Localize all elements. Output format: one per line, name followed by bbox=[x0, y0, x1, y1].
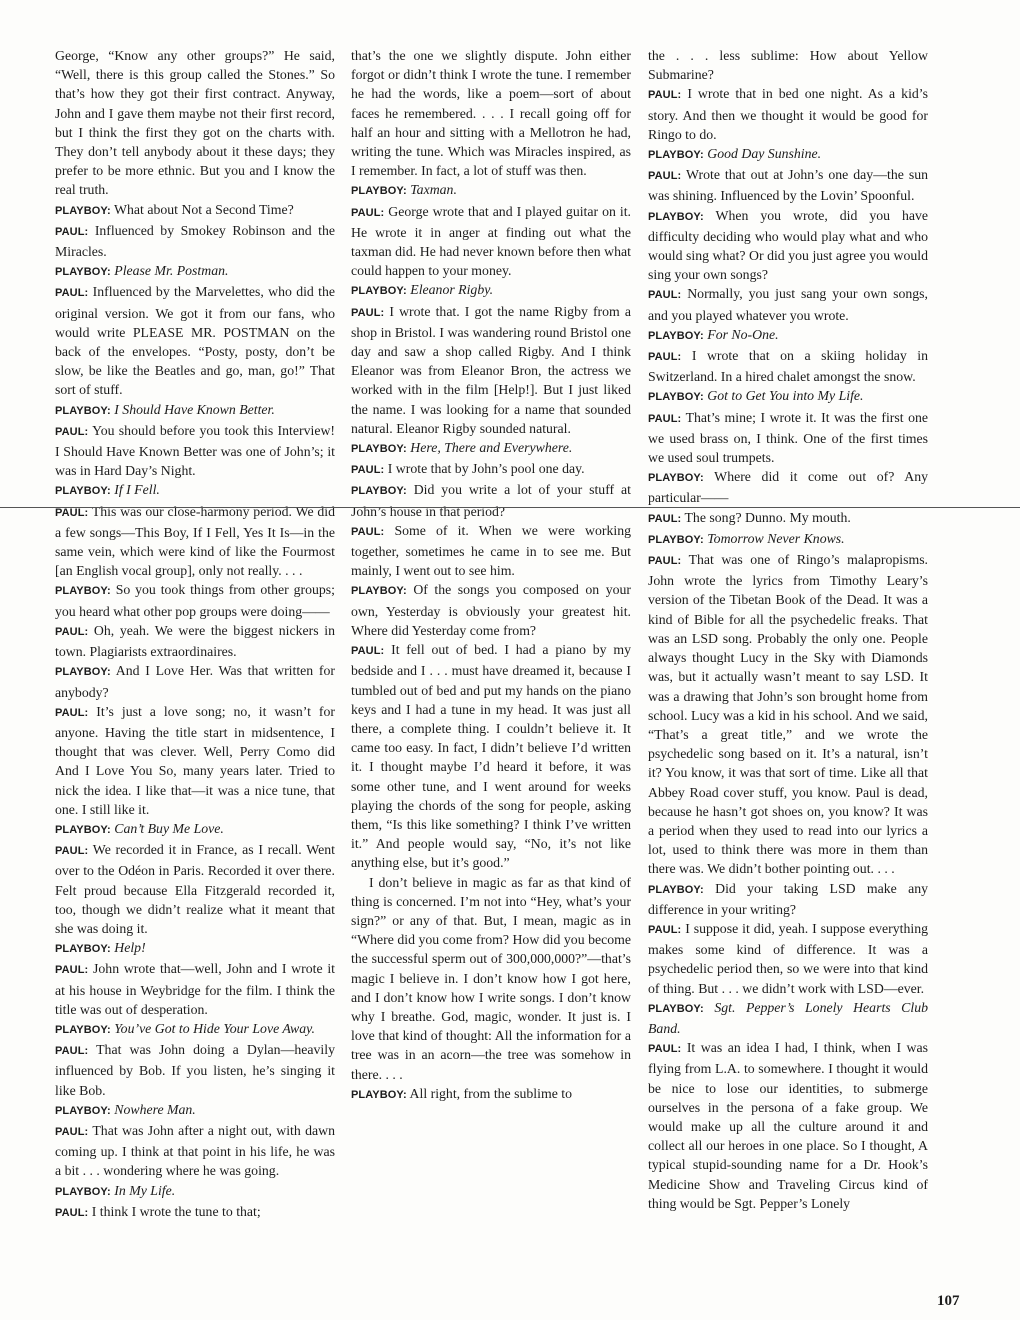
speaker-label: PLAYBOY: bbox=[55, 1023, 111, 1036]
speaker-label: PAUL: bbox=[351, 464, 385, 477]
speaker-label: PLAYBOY: bbox=[55, 1185, 111, 1198]
speaker-label: PAUL: bbox=[55, 1125, 89, 1138]
paragraph-text: Where did it come out of? Any particular—— bbox=[648, 469, 928, 506]
interview-exchange bbox=[55, 621, 335, 661]
speaker-label: PLAYBOY: bbox=[55, 943, 111, 956]
interview-exchange bbox=[55, 480, 335, 501]
interview-exchange bbox=[648, 325, 928, 346]
paragraph-text: that’s the one we slightly dispute. John either forgot or didn’t think I wrote the tune. I remember he had the words, like a poem—sort of about faces he remembered. . . . I recall going off for half an hour and sitting with a Mellotron he had, writing the tune. Which was Miracles inspired, as I remember. In fact, a lot of stuff was then. bbox=[351, 48, 631, 179]
interview-exchange bbox=[648, 508, 928, 529]
interview-exchange bbox=[55, 1181, 335, 1202]
speaker-label: PAUL: bbox=[648, 289, 682, 302]
speaker-label: PAUL: bbox=[648, 412, 682, 425]
interview-exchange bbox=[55, 400, 335, 421]
speaker-label: PAUL: bbox=[648, 1043, 682, 1056]
speaker-label: PLAYBOY: bbox=[55, 204, 111, 217]
paragraph-text: Eleanor Rigby. bbox=[410, 282, 494, 298]
paragraph-text: So you took things from other groups; you heard what other pop groups were doing—— bbox=[55, 582, 335, 619]
speaker-label: PLAYBOY: bbox=[55, 266, 111, 279]
paragraph bbox=[55, 46, 335, 200]
speaker-label: PAUL: bbox=[55, 225, 89, 238]
paragraph-text: You’ve Got to Hide Your Love Away. bbox=[114, 1020, 315, 1036]
paragraph-text: That was John doing a Dylan—heavily influenced by Bob. If you listen, he’s singing it like Bob. bbox=[55, 1042, 335, 1098]
speaker-label: PAUL: bbox=[55, 425, 89, 438]
speaker-label: PAUL: bbox=[55, 706, 89, 719]
paragraph-text: Taxman. bbox=[410, 182, 457, 198]
page-number: 107 bbox=[937, 1293, 960, 1309]
speaker-label: PLAYBOY: bbox=[648, 210, 704, 223]
interview-exchange bbox=[55, 261, 335, 282]
column-3 bbox=[648, 46, 928, 1213]
speaker-label: PLAYBOY: bbox=[351, 185, 407, 198]
paragraph-text: Sgt. Pepper’s Lonely Hearts Club Band. bbox=[648, 999, 928, 1036]
interview-exchange bbox=[55, 819, 335, 840]
paragraph-text: It fell out of bed. I had a piano by my bedside and I . . . must have dreamed it, because I tumbled out of bed and put my hands on the piano keys and I had a tune in my head. It was just all there, a complete thing. I couldn’t believe it. It came too easy. In fact, I didn’t believe I’d written it. I thought maybe I’d heard it before, it was some other tune, and I went around for weeks playing the chords of the song for people, asking them, “Is this like something? I think I’ve written it.” And people would say, “No, it’s not like anything else, but it’s good.” bbox=[351, 642, 632, 871]
paragraph-text: Influenced by Smokey Robinson and the Miracles. bbox=[55, 222, 335, 260]
paragraph-text: That was one of Ringo’s malapropisms. John wrote the lyrics from Timothy Leary’s version of the Tibetan Book of the Dead. It was a kind of Bible for all the psychedelic freaks. That was an LSD song. Probably the only one. People always thought Lucy in the Sky with Diamonds was, but it actually wasn’t meant to say LSD. It was a drawing that John’s son brought home from school. Lucy was a kid in his school. And we said, “That’s a great title,” and we wrote the psychedelic song based on it. It’s a natural, isn’t it? You know, it was that sort of time. Like all that Abbey Road cover stuff, you know. Paul is dead, because he hasn’t got shoes on, you know? It was a period when they used to read into our lyrics a lot, used to think there was more in them than there was. We didn’t bother pointing out. . . . bbox=[648, 552, 929, 877]
speaker-label: PAUL: bbox=[351, 645, 385, 658]
speaker-label: PAUL: bbox=[55, 845, 89, 858]
speaker-label: PLAYBOY: bbox=[55, 404, 111, 417]
interview-exchange bbox=[55, 1121, 335, 1181]
paragraph-text: And I Love Her. Was that written for anybody? bbox=[55, 663, 335, 700]
speaker-label: PLAYBOY: bbox=[351, 585, 407, 598]
paragraph-text: I don’t believe in magic as far as that kind of thing is concerned. I’m not into “Hey, what’s your sign?” or any of that. But, I mean, magic as in “Where did you come from? How did you become the successful sperm out of 300,000,000?”—that’s magic I believe in. I don’t know how I got here, and I don’t know how I write songs. I don’t know why I breathe. God, magic, wonder. It just is. I love that kind of thought: All the information for a tree was in an acorn—the tree was somehow in there. . . . bbox=[351, 874, 631, 1082]
paragraph-text: It’s just a love song; no, it wasn’t for anyone. Having the title start in midsentence, I thought that was clever. Well, Perry Como did And I Love You So, many years later. Tried to nick the idea. I like that—it was a nice tune, that one. I still like it. bbox=[55, 703, 335, 817]
speaker-label: PLAYBOY: bbox=[648, 391, 704, 404]
paragraph-text: George wrote that and I played guitar on it. He wrote it in anger at finding out what the taxman did. He had never known before then what could happen to your money. bbox=[351, 203, 631, 279]
column-1 bbox=[55, 46, 335, 1223]
paragraph-text: Got to Get You into My Life. bbox=[707, 388, 864, 404]
speaker-label: PLAYBOY: bbox=[648, 149, 704, 162]
interview-exchange bbox=[55, 502, 335, 581]
paragraph bbox=[351, 46, 631, 180]
paragraph-text: That’s mine; I wrote it. It was the first one we used brass on, I think. One of the first times we used soul trumpets. bbox=[648, 409, 928, 466]
paragraph-text: When you wrote, did you have difficulty deciding who would play what and who would sing what? Or did you just agree you would sing your own songs? bbox=[648, 207, 928, 283]
interview-exchange bbox=[55, 840, 335, 938]
speaker-label: PAUL: bbox=[648, 351, 682, 364]
paragraph-text: All right, from the sublime to bbox=[409, 1085, 572, 1101]
speaker-label: PLAYBOY: bbox=[648, 883, 704, 896]
interview-exchange bbox=[55, 1019, 335, 1040]
interview-exchange bbox=[351, 580, 631, 640]
interview-exchange bbox=[648, 408, 928, 468]
interview-exchange bbox=[648, 879, 928, 919]
speaker-label: PAUL: bbox=[55, 506, 89, 519]
paragraph-text: The song? Dunno. My mouth. bbox=[684, 509, 851, 525]
speaker-label: PLAYBOY: bbox=[55, 666, 111, 679]
paragraph-text: I wrote that by John’s pool one day. bbox=[387, 461, 585, 477]
paragraph-text: the . . . less sublime: How about Yellow Submarine? bbox=[648, 48, 928, 83]
interview-exchange bbox=[55, 1202, 335, 1223]
interview-exchange bbox=[55, 421, 335, 481]
interview-exchange bbox=[55, 1100, 335, 1121]
paragraph-text: I Should Have Known Better. bbox=[114, 401, 275, 417]
paragraph-text: Can’t Buy Me Love. bbox=[114, 820, 224, 836]
interview-exchange bbox=[648, 550, 928, 878]
speaker-label: PLAYBOY: bbox=[55, 823, 111, 836]
paragraph-text: Did you write a lot of your stuff at John’s house in that period? bbox=[351, 482, 631, 519]
speaker-label: PAUL: bbox=[351, 525, 385, 538]
paragraph-text: In My Life. bbox=[114, 1182, 176, 1198]
paragraph-text: I wrote that in bed one night. As a kid’s story. And then we thought it would be good for Ringo to do. bbox=[648, 86, 928, 142]
paragraph bbox=[648, 46, 928, 84]
paragraph-text: We recorded it in France, as I recall. Went over to the Odéon in Paris. Recorded it over there. Felt proud because Ella Fitzgerald recorded it, too, though we didn’t realize what it meant that she was doing it. bbox=[55, 842, 335, 936]
paragraph-text: Influenced by the Marvelettes, who did the original version. We got it from our fans, who would write PLEASE MR. POSTMAN on the back of the envelopes. “Posty, posty, don’t be slow, be like the Beatles and go, man, go!” That sort of stuff. bbox=[55, 284, 336, 398]
paragraph-text: I wrote that on a skiing holiday in Switzerland. In a hired chalet amongst the snow. bbox=[648, 348, 928, 385]
speaker-label: PLAYBOY: bbox=[55, 485, 111, 498]
paragraph-text: That was John after a night out, with dawn coming up. I think at that point in his life, he was a bit . . . wondering where he was going. bbox=[55, 1122, 335, 1179]
interview-exchange bbox=[648, 386, 928, 407]
interview-exchange bbox=[55, 282, 335, 399]
speaker-label: PAUL: bbox=[648, 512, 682, 525]
speaker-label: PLAYBOY: bbox=[351, 443, 407, 456]
speaker-label: PAUL: bbox=[55, 625, 89, 638]
speaker-label: PAUL: bbox=[648, 89, 682, 102]
interview-exchange bbox=[351, 280, 631, 301]
interview-exchange bbox=[351, 640, 631, 872]
interview-exchange bbox=[351, 480, 631, 520]
speaker-label: PAUL: bbox=[55, 1045, 89, 1058]
column-2 bbox=[351, 46, 631, 1105]
speaker-label: PAUL: bbox=[55, 1206, 89, 1219]
paragraph-text: George, “Know any other groups?” He said, “Well, there is this group called the Stones.” So that’s how they got their first contract. Anyway, John and I gave them maybe not their first record, but I think the first they got on the charts with. They don’t tell anybody about it these days; they prefer to be more ethnic. But you and I know the real truth. bbox=[55, 48, 335, 198]
interview-exchange bbox=[55, 580, 335, 620]
speaker-label: PAUL: bbox=[648, 555, 682, 568]
paragraph-text: What about Not a Second Time? bbox=[114, 201, 294, 217]
paragraph-text: Nowhere Man. bbox=[114, 1101, 196, 1117]
interview-exchange bbox=[351, 202, 631, 281]
speaker-label: PAUL: bbox=[351, 306, 385, 319]
paragraph-text: Help! bbox=[114, 940, 146, 956]
interview-exchange bbox=[351, 302, 631, 438]
interview-exchange bbox=[648, 998, 928, 1038]
speaker-label: PLAYBOY: bbox=[351, 285, 407, 298]
interview-exchange bbox=[648, 346, 928, 386]
paragraph-text: Did your taking LSD make any difference in your writing? bbox=[648, 880, 928, 917]
paragraph-text: Tomorrow Never Knows. bbox=[707, 530, 845, 546]
speaker-label: PAUL: bbox=[351, 206, 385, 219]
interview-exchange bbox=[55, 938, 335, 959]
interview-exchange bbox=[351, 521, 631, 581]
paragraph-text: Oh, yeah. We were the biggest nickers in town. Plagiarists extraordinaires. bbox=[55, 622, 335, 660]
speaker-label: PLAYBOY: bbox=[648, 533, 704, 546]
paragraph-text: I wrote that. I got the name Rigby from a shop in Bristol. I was wandering round Bristol one day and saw a shop called Rigby. And I think Eleanor was from Eleanor Bron, the actress we worked with in the film [Help!]. But I just liked the name. I was looking for a name that sounded natural. Eleanor Rigby sounded natural. bbox=[351, 303, 631, 436]
speaker-label: PLAYBOY: bbox=[351, 485, 407, 498]
interview-exchange bbox=[648, 919, 928, 998]
interview-exchange bbox=[55, 702, 335, 819]
paragraph-text: Good Day Sunshine. bbox=[707, 146, 822, 162]
paragraph-text: If I Fell. bbox=[114, 482, 160, 498]
paragraph-text: John wrote that—well, John and I wrote it at his house in Weybridge for the film. I think the title was out of desperation. bbox=[55, 961, 335, 1017]
interview-exchange bbox=[55, 959, 335, 1019]
interview-exchange bbox=[648, 467, 928, 507]
paragraph-text: You should before you took this Interview! I Should Have Known Better was one of John’s; it was in Hard Day’s Night. bbox=[55, 422, 335, 479]
interview-exchange bbox=[648, 144, 928, 165]
paragraph bbox=[351, 873, 631, 1084]
interview-exchange bbox=[351, 1084, 631, 1105]
interview-exchange bbox=[648, 529, 928, 550]
interview-exchange bbox=[351, 438, 631, 459]
paragraph-text: Wrote that out at John’s one day—the sun was shining. Influenced by the Lovin’ Spoonful. bbox=[648, 167, 928, 204]
page-fold-line bbox=[0, 507, 1020, 508]
speaker-label: PAUL: bbox=[648, 923, 682, 936]
speaker-label: PLAYBOY: bbox=[648, 472, 704, 485]
interview-exchange bbox=[55, 200, 335, 221]
interview-exchange bbox=[648, 206, 928, 285]
interview-exchange bbox=[55, 1040, 335, 1100]
paragraph-text: I think I wrote the tune to that; bbox=[91, 1203, 261, 1219]
interview-exchange bbox=[648, 1038, 928, 1213]
interview-exchange bbox=[55, 221, 335, 261]
paragraph-text: This was our close-harmony period. We did a few songs—This Boy, If I Fell, Yes It Is—in the same vein, which were kind of like the Fourmost [an English vocal group], only not really. . . . bbox=[55, 503, 335, 579]
speaker-label: PAUL: bbox=[55, 287, 89, 300]
speaker-label: PLAYBOY: bbox=[55, 1104, 111, 1117]
interview-exchange bbox=[351, 459, 631, 480]
speaker-label: PLAYBOY: bbox=[351, 1088, 407, 1101]
interview-exchange bbox=[351, 180, 631, 201]
speaker-label: PLAYBOY: bbox=[648, 1002, 704, 1015]
paragraph-text: Here, There and Everywhere. bbox=[410, 440, 573, 456]
paragraph-text: Of the songs you composed on your own, Yesterday is obviously your greatest hit. Where did Yesterday come from? bbox=[351, 582, 631, 638]
paragraph-text: Please Mr. Postman. bbox=[114, 263, 229, 279]
paragraph-text: I suppose it did, yeah. I suppose everything makes some kind of difference. It was a psychedelic period then, so we were into that kind of thing. But . . . we didn’t work with LSD—ever. bbox=[648, 920, 928, 996]
speaker-label: PAUL: bbox=[55, 964, 89, 977]
paragraph-text: Normally, you just sang your own songs, and you played whatever you wrote. bbox=[648, 286, 928, 323]
interview-exchange bbox=[55, 661, 335, 701]
speaker-label: PLAYBOY: bbox=[55, 585, 111, 598]
paragraph-text: Some of it. When we were working together, sometimes he came in to see me. But mainly, I went out to see him. bbox=[351, 522, 631, 579]
paragraph-text: For No-One. bbox=[707, 326, 779, 342]
paragraph-text: It was an idea I had, I think, when I was flying from L.A. to somewhere. I thought it would be nice to lose our identities, to submerge ourselves in the persona of a fake group. We would make up all the culture around it and collect all our heroes in one place. So I thought, A typical stupid-sounding name for a Dr. Hook’s Medicine Show and Traveling Circus kind of thing would be Sgt. Pepper’s Lonely bbox=[648, 1040, 929, 1211]
interview-exchange bbox=[648, 84, 928, 144]
interview-exchange bbox=[648, 165, 928, 205]
interview-exchange bbox=[648, 284, 928, 324]
speaker-label: PLAYBOY: bbox=[648, 329, 704, 342]
speaker-label: PAUL: bbox=[648, 170, 682, 183]
